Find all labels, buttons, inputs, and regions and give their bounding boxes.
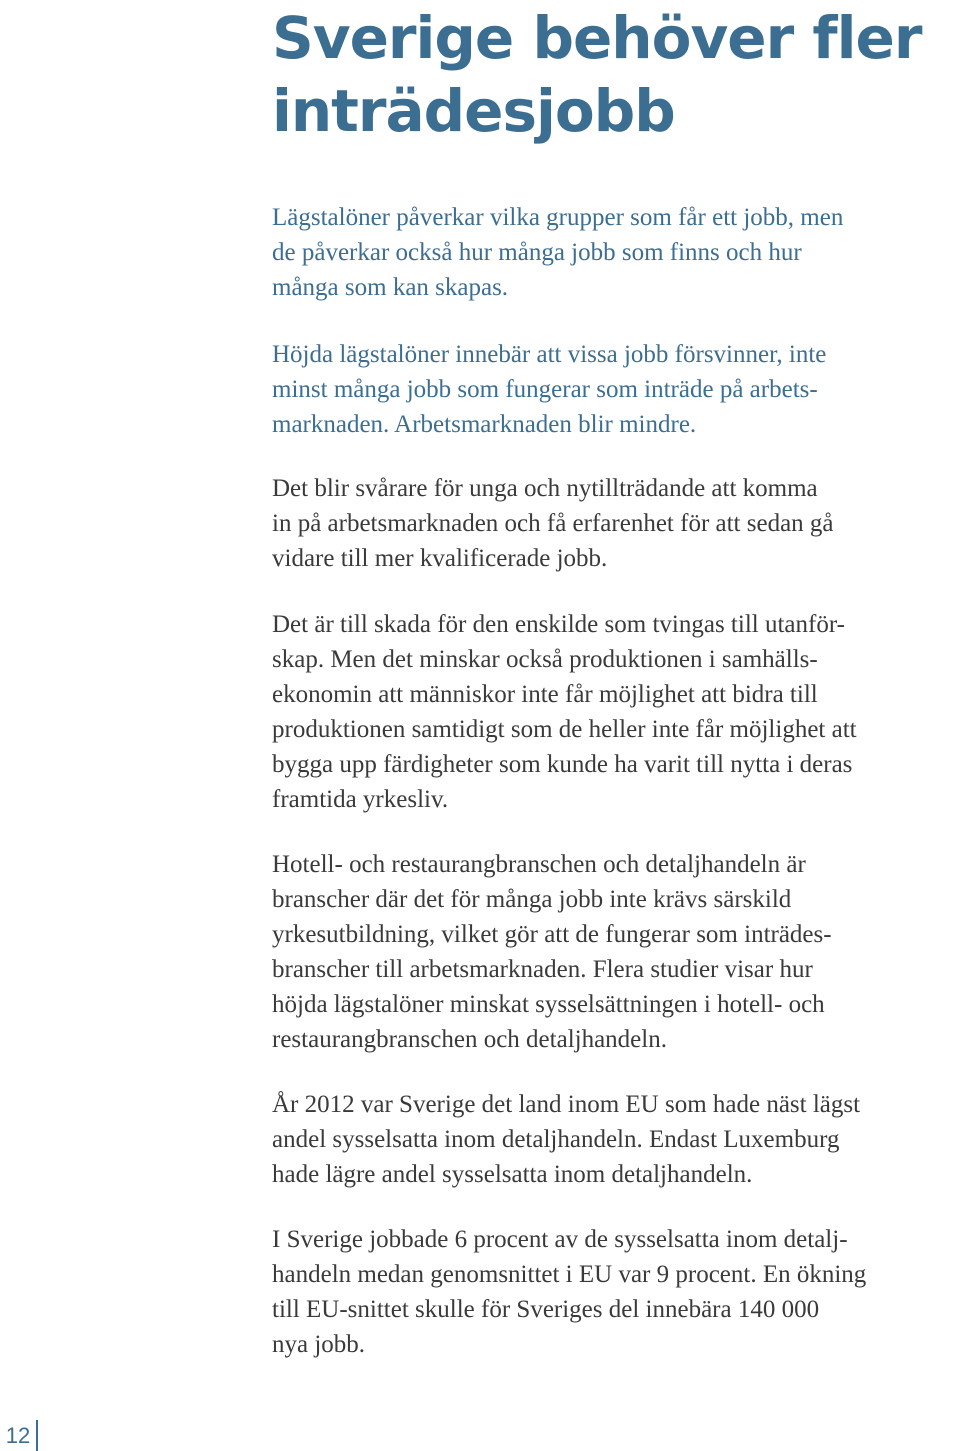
text-line: hade lägre andel sysselsatta inom detaljhandeln. — [272, 1161, 753, 1188]
text-line: andel sysselsatta inom detaljhandeln. Endast Luxemburg — [272, 1126, 840, 1153]
page-number-divider — [36, 1420, 38, 1451]
text-line: yrkesutbildning, vilket gör att de fungerar som inträdes- — [272, 921, 832, 948]
text-line: produktionen samtidigt som de heller inte får möjlighet att — [272, 716, 857, 743]
text-line: bygga upp färdigheter som kunde ha varit till nytta i deras — [272, 751, 853, 778]
page-number: 12 — [5, 1423, 31, 1448]
text-line: År 2012 var Sverige det land inom EU som hade näst lägst — [272, 1091, 861, 1118]
text-line: Hotell- och restaurangbranschen och detaljhandeln är — [272, 851, 806, 878]
body-paragraph — [272, 607, 857, 817]
page-title — [272, 2, 952, 148]
body-paragraph — [272, 1087, 860, 1192]
text-line: I Sverige jobbade 6 procent av de sysselsatta inom detalj- — [272, 1226, 848, 1253]
text-line: många som kan skapas. — [272, 274, 509, 301]
intro-paragraph — [272, 200, 843, 305]
text-line: minst många jobb som fungerar som inträde på arbets- — [272, 376, 818, 403]
text-line: framtida yrkesliv. — [272, 786, 449, 813]
text-line: branscher där det för många jobb inte krävs särskild — [272, 886, 792, 913]
text-line: restaurangbranschen och detaljhandeln. — [272, 1026, 667, 1053]
text-line: höjda lägstalöner minskat sysselsättningen i hotell- och — [272, 991, 825, 1018]
text-line: skap. Men det minskar också produktionen i samhälls- — [272, 646, 818, 673]
text-line: Höjda lägstalöner innebär att vissa jobb försvinner, inte — [272, 341, 827, 368]
text-line: branscher till arbetsmarknaden. Flera studier visar hur — [272, 956, 813, 983]
text-line: vidare till mer kvalificerade jobb. — [272, 545, 608, 572]
text-line: nya jobb. — [272, 1331, 366, 1358]
text-line: Lägstalöner påverkar vilka grupper som får ett jobb, men — [272, 204, 844, 231]
text-line: in på arbetsmarknaden och få erfarenhet för att sedan gå — [272, 510, 834, 537]
text-line: de påverkar också hur många jobb som finns och hur — [272, 239, 802, 266]
text-line: marknaden. Arbetsmarknaden blir mindre. — [272, 411, 697, 438]
body-paragraph — [272, 847, 832, 1057]
text-line: Det är till skada för den enskilde som tvingas till utanför- — [272, 611, 845, 638]
text-line: handeln medan genomsnittet i EU var 9 procent. En ökning — [272, 1261, 867, 1288]
text-line: till EU-snittet skulle för Sveriges del innebära 140 000 — [272, 1296, 820, 1323]
intro-paragraph — [272, 337, 826, 442]
title-line: inträdesjobb — [272, 77, 675, 145]
text-line: Det blir svårare för unga och nytillträdande att komma — [272, 475, 818, 502]
body-paragraph — [272, 471, 834, 576]
title-line: Sverige behöver fler — [272, 4, 922, 72]
text-line: ekonomin att människor inte får möjlighet att bidra till — [272, 681, 818, 708]
body-paragraph — [272, 1222, 866, 1362]
